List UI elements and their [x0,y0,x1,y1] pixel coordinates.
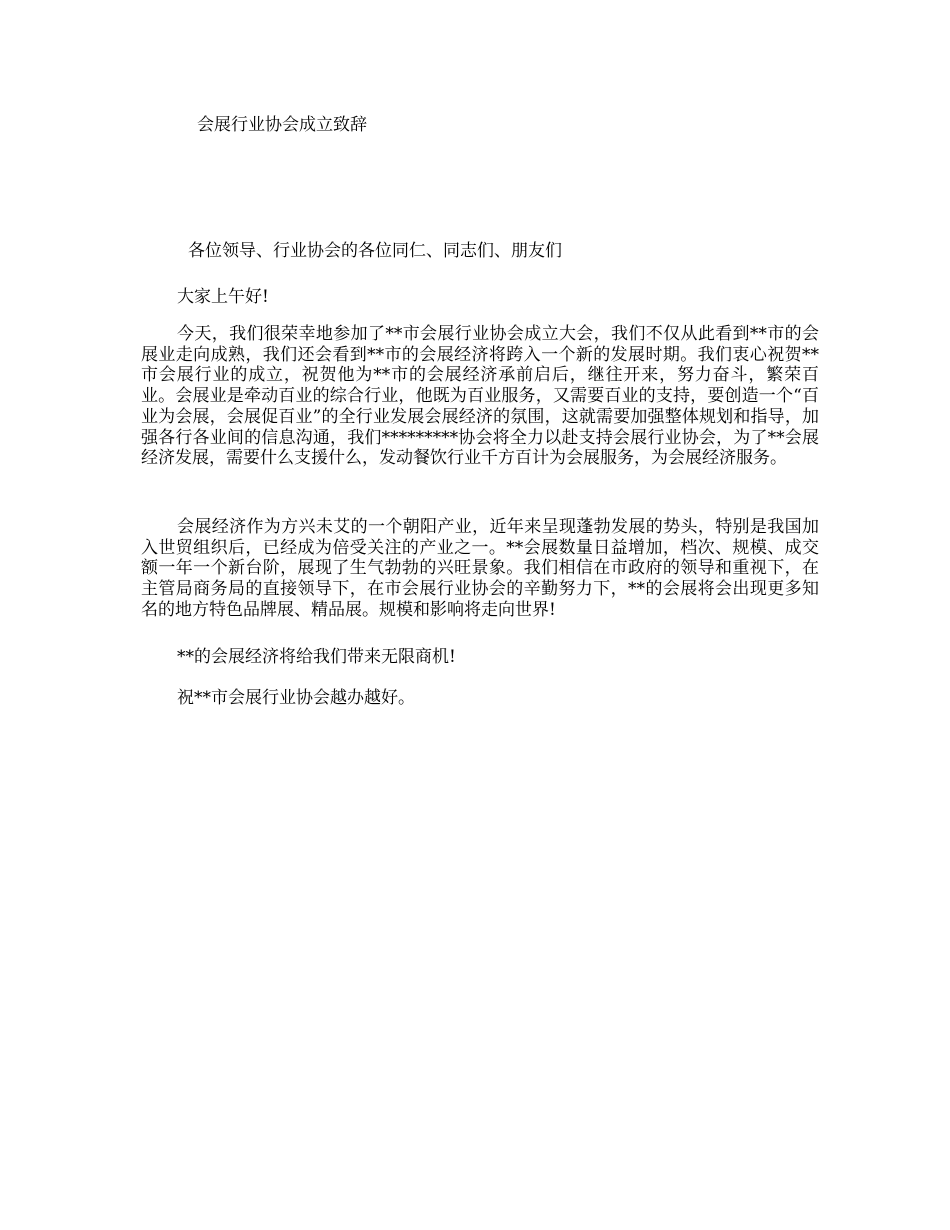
closing-line-1: **的会展经济将给我们带来无限商机! [177,647,456,667]
greeting: 大家上午好! [177,287,269,307]
document-title: 会展行业协会成立致辞 [197,115,367,135]
salutation: 各位领导、行业协会的各位同仁、同志们、朋友们 [188,241,562,261]
paragraph-1: 今天，我们很荣幸地参加了**市会展行业协会成立大会，我们不仅从此看到**市的会展业走向成熟，我们还会看到**市的会展经济将跨入一个新的发展时期。我们衷心祝贺**市会展行业的成立，祝贺他为**市的会展经济承前启后，继往开来，努力奋斗，繁荣百业。会展业是牵动百业的综合行业，他既为百业服务，又需要百业的支持，要创造一个“百业为会展，会展促百业”的全行业发展会展经济的氛围，这就需要加强整体规划和指导，加强各行各业间的信息沟通，我们*********协会将全力以赴支持会展行业协会，为了**会展经济发展，需要什么支援什么，发动餐饮行业千方百计为会展服务，为会展经济服务。 [141,324,819,469]
paragraph-2: 会展经济作为方兴未艾的一个朝阳产业，近年来呈现蓬勃发展的势头，特别是我国加入世贸组织后，已经成为倍受关注的产业之一。**会展数量日益增加，档次、规模、成交额一年一个新台阶，展现了生气勃勃的兴旺景象。我们相信在市政府的领导和重视下，在主管局商务局的直接领导下，在市会展行业协会的辛勤努力下，**的会展将会出现更多知名的地方特色品牌展、精品展。规模和影响将走向世界! [141,517,819,620]
closing-line-2: 祝**市会展行业协会越办越好。 [177,688,415,708]
